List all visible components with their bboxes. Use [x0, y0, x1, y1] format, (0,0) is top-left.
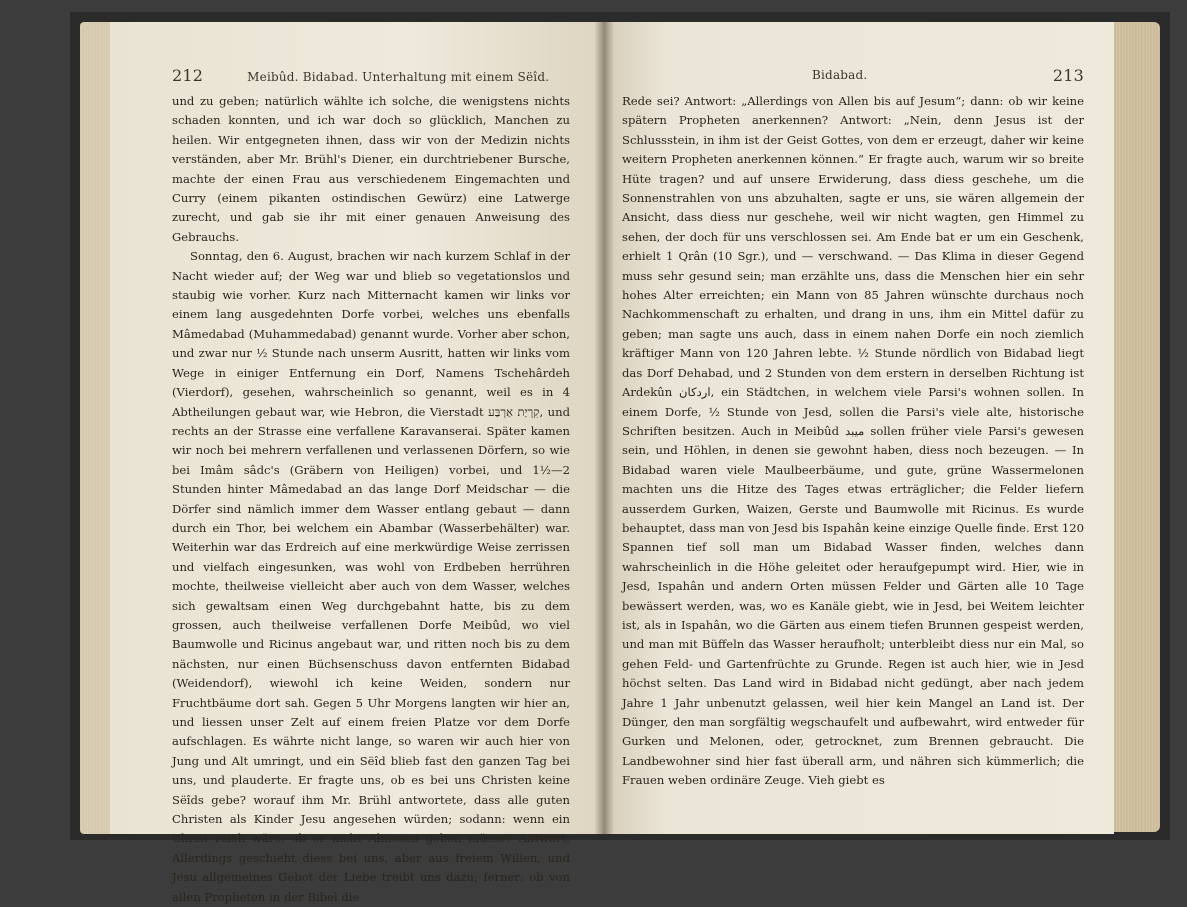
left-page-body — [172, 92, 570, 907]
right-paragraph: Rede sei? Antwort: „Allerdings von Allen bis auf Jesum“; dann: ob wir keine spätern Propheten anerkennen? Antwort: „Nein, denn Jesus ist der Schlussstein, in ihm ist der Geist Gottes, von dem er erzeugt, daher wir keine weitern Propheten anerkennen können.“ Er fragte auch, warum wir so breite Hüte tragen? und auf unsere Erwiderung, dass diess geschehe, um die Sonnenstrahlen von uns abzuhalten, sagte er uns, sie wären allgemein der Ansicht, dass diess nur geschehe, weil wir nicht wagten, gen Himmel zu sehen, der doch für uns verschlossen sei. Am Ende bat er um ein Geschenk, erhielt 1 Qrân (10 Sgr.), und — verschwand. — Das Klima in dieser Gegend muss sehr gesund sein; man erzählte uns, dass die Menschen hier ein sehr hohes Alter erreichten; ein Mann von 85 Jahren wünschte durchaus noch Nachkommenschaft zu erhalten, und drang in uns, ihm ein Mittel dafür zu geben; man sagte uns auch, dass in einem nahen Dorfe ein noch ziemlich kräftiger Mann von 120 Jahren lebte. ½ Stunde nördlich von Bidabad liegt das Dorf Dehabad, und 2 Stunden von dem erstern in derselben Richtung ist Ardekûn اردكان, ein Städtchen, in welchem viele Parsi's wohnen sollen. In einem Dorfe, ½ Stunde von Jesd, sollen die Parsi's viele alte, historische Schriften besitzen. Auch in Meibûd ميبد sollen früher viele Parsi's gewesen sein, und Höhlen, in denen sie gewohnt haben, diess noch bezeugen. — In Bidabad waren viele Maulbeerbäume, und gute, grüne Wassermelonen machten uns die Hitze des Tages etwas erträglicher; die Felder liefern ausserdem Gurken, Waizen, Gerste und Baumwolle mit Ricinus. Es wurde behauptet, dass man von Jesd bis Ispahân keine einzige Quelle finde. Erst 120 Spannen tief soll man um Bidabad Wasser finden, welches dann wahrscheinlich in die Höhe geleitet oder heraufgepumpt wird. Hier, wie in Jesd, Ispahân und andern Orten müssen Felder und Gärten alle 10 Tage bewässert werden, was, wo es Kanäle giebt, wie in Jesd, bei Weitem leichter ist, als in Ispahân, wo die Gärten aus einem tiefen Brunnen gespeist werden, und man mit Büffeln das Wasser heraufholt; unterbleibt diess nur ein Mal, so gehen Feld- und Gartenfrüchte zu Grunde. Regen ist auch hier, wie in Jesd höchst selten. Das Land wird in Bidabad nicht gedüngt, aber nach jedem Jahre 1 Jahr unbenutzt gelassen, weil hier kein Mangel an Land ist. Der Dünger, den man sorgfältig wegschaufelt und aufbewahrt, wird entweder für Gurken und Melonen, oder, getrocknet, zum Brennen gebraucht. Die Landbewohner sind hier fast überall arm, und nähren sich kümmerlich; die Frauen weben ordinäre Zeuge. Vieh giebt es — [622, 94, 1084, 788]
left-paragraph: Sonntag, den 6. August, brachen wir nach kurzem Schlaf in der Nacht wieder auf; der Weg war und blieb so vegetationslos und staubig wie vorher. Kurz nach Mitternacht kamen wir links vor einem lang ausgedehnten Dorfe vorbei, welches uns ebenfalls Mâmedabad (Muhammedabad) genannt wurde. Vorher aber schon, und zwar nur ½ Stunde nach unserm Ausritt, hatten wir links vom Wege in einiger Entfernung ein Dorf, Namens Tschehârdeh (Vierdorf), gesehen, wahrscheinlich so genannt, weil es in 4 Abtheilungen gebaut war, wie Hebron, die Vierstadt קִרְיַת אַרְבַּע, und rechts an der Strasse eine verfallene Karavanserai. Später kamen wir noch bei mehrern verfallenen und verlassenen Dörfern, so wie bei Imâm sâdc's (Gräbern von Heiligen) vorbei, und 1½—2 Stunden hinter Mâmedabad an das lange Dorf Meidschar — die Dörfer sind nämlich immer dem Wasser entlang gebaut — dann durch ein Thor, bei welchem ein Abambar (Wasserbehälter) war. Weiterhin war das Erdreich auf eine merkwürdige Weise zerrissen und vielfach eingesunken, was wohl von Erdbeben herrühren mochte, theilweise vielleicht aber auch von dem Wasser, welches sich gewaltsam einen Weg durchgebahnt hatte, bis zu dem grossen, auch theilweise verfallenen Dorfe Meibûd, wo viel Baumwolle und Ricinus angebaut war, und ritten noch bis zu dem nächsten, nur einen Büchsenschuss davon entfernten Bidabad (Weidendorf), wiewohl ich keine Weiden, sondern nur Fruchtbäume dort sah. Gegen 5 Uhr Morgens langten wir hier an, und liessen unser Zelt auf einem freien Platze vor dem Dorfe aufschlagen. Es währte nicht lange, so waren wir auch hier von Jung und Alt umringt, und ein Sëîd blieb fast den ganzen Tag bei uns, und plauderte. Er fragte uns, ob es bei uns Christen keine Sëîds gebe? worauf ihm Mr. Brühl antwortete, dass alle guten Christen als Kinder Jesu angesehen würden; sodann: wenn ein Christ reich wäre, ob er nicht Almosen geben müsse? Antwort: Allerdings geschieht diess bei uns, aber aus freiem Willen, und Jesu allgemeines Gebot der Liebe treibt uns dazu; ferner: ob von allen Propheten in der Bibel die — [172, 249, 570, 904]
book-gutter — [594, 22, 614, 834]
left-page-header — [172, 66, 590, 85]
left-page-number: 212 — [172, 66, 204, 85]
right-page-body — [622, 92, 1084, 791]
left-paragraph: und zu geben; natürlich wählte ich solche, die wenigstens nichts schaden konnten, und ich war doch so glücklich, Manchen zu heilen. Wir entgegneten ihnen, dass wir von der Medizin nichts verständen, aber Mr. Brühl's Diener, ein durchtriebener Bursche, machte der einen Frau aus verschiedenem Eingemachten und Curry (einem pikanten ostindischen Gewürz) eine Latwerge zurecht, und gab sie ihr mit einer genauen Anweisung des Gebrauchs. — [172, 94, 570, 244]
right-running-head: Bidabad. — [812, 68, 868, 82]
right-page-edges — [1110, 22, 1160, 832]
left-running-head: Meibûd. Bidabad. Unterhaltung mit einem Sëîd. — [247, 70, 550, 84]
right-page-number: 213 — [1052, 66, 1084, 85]
